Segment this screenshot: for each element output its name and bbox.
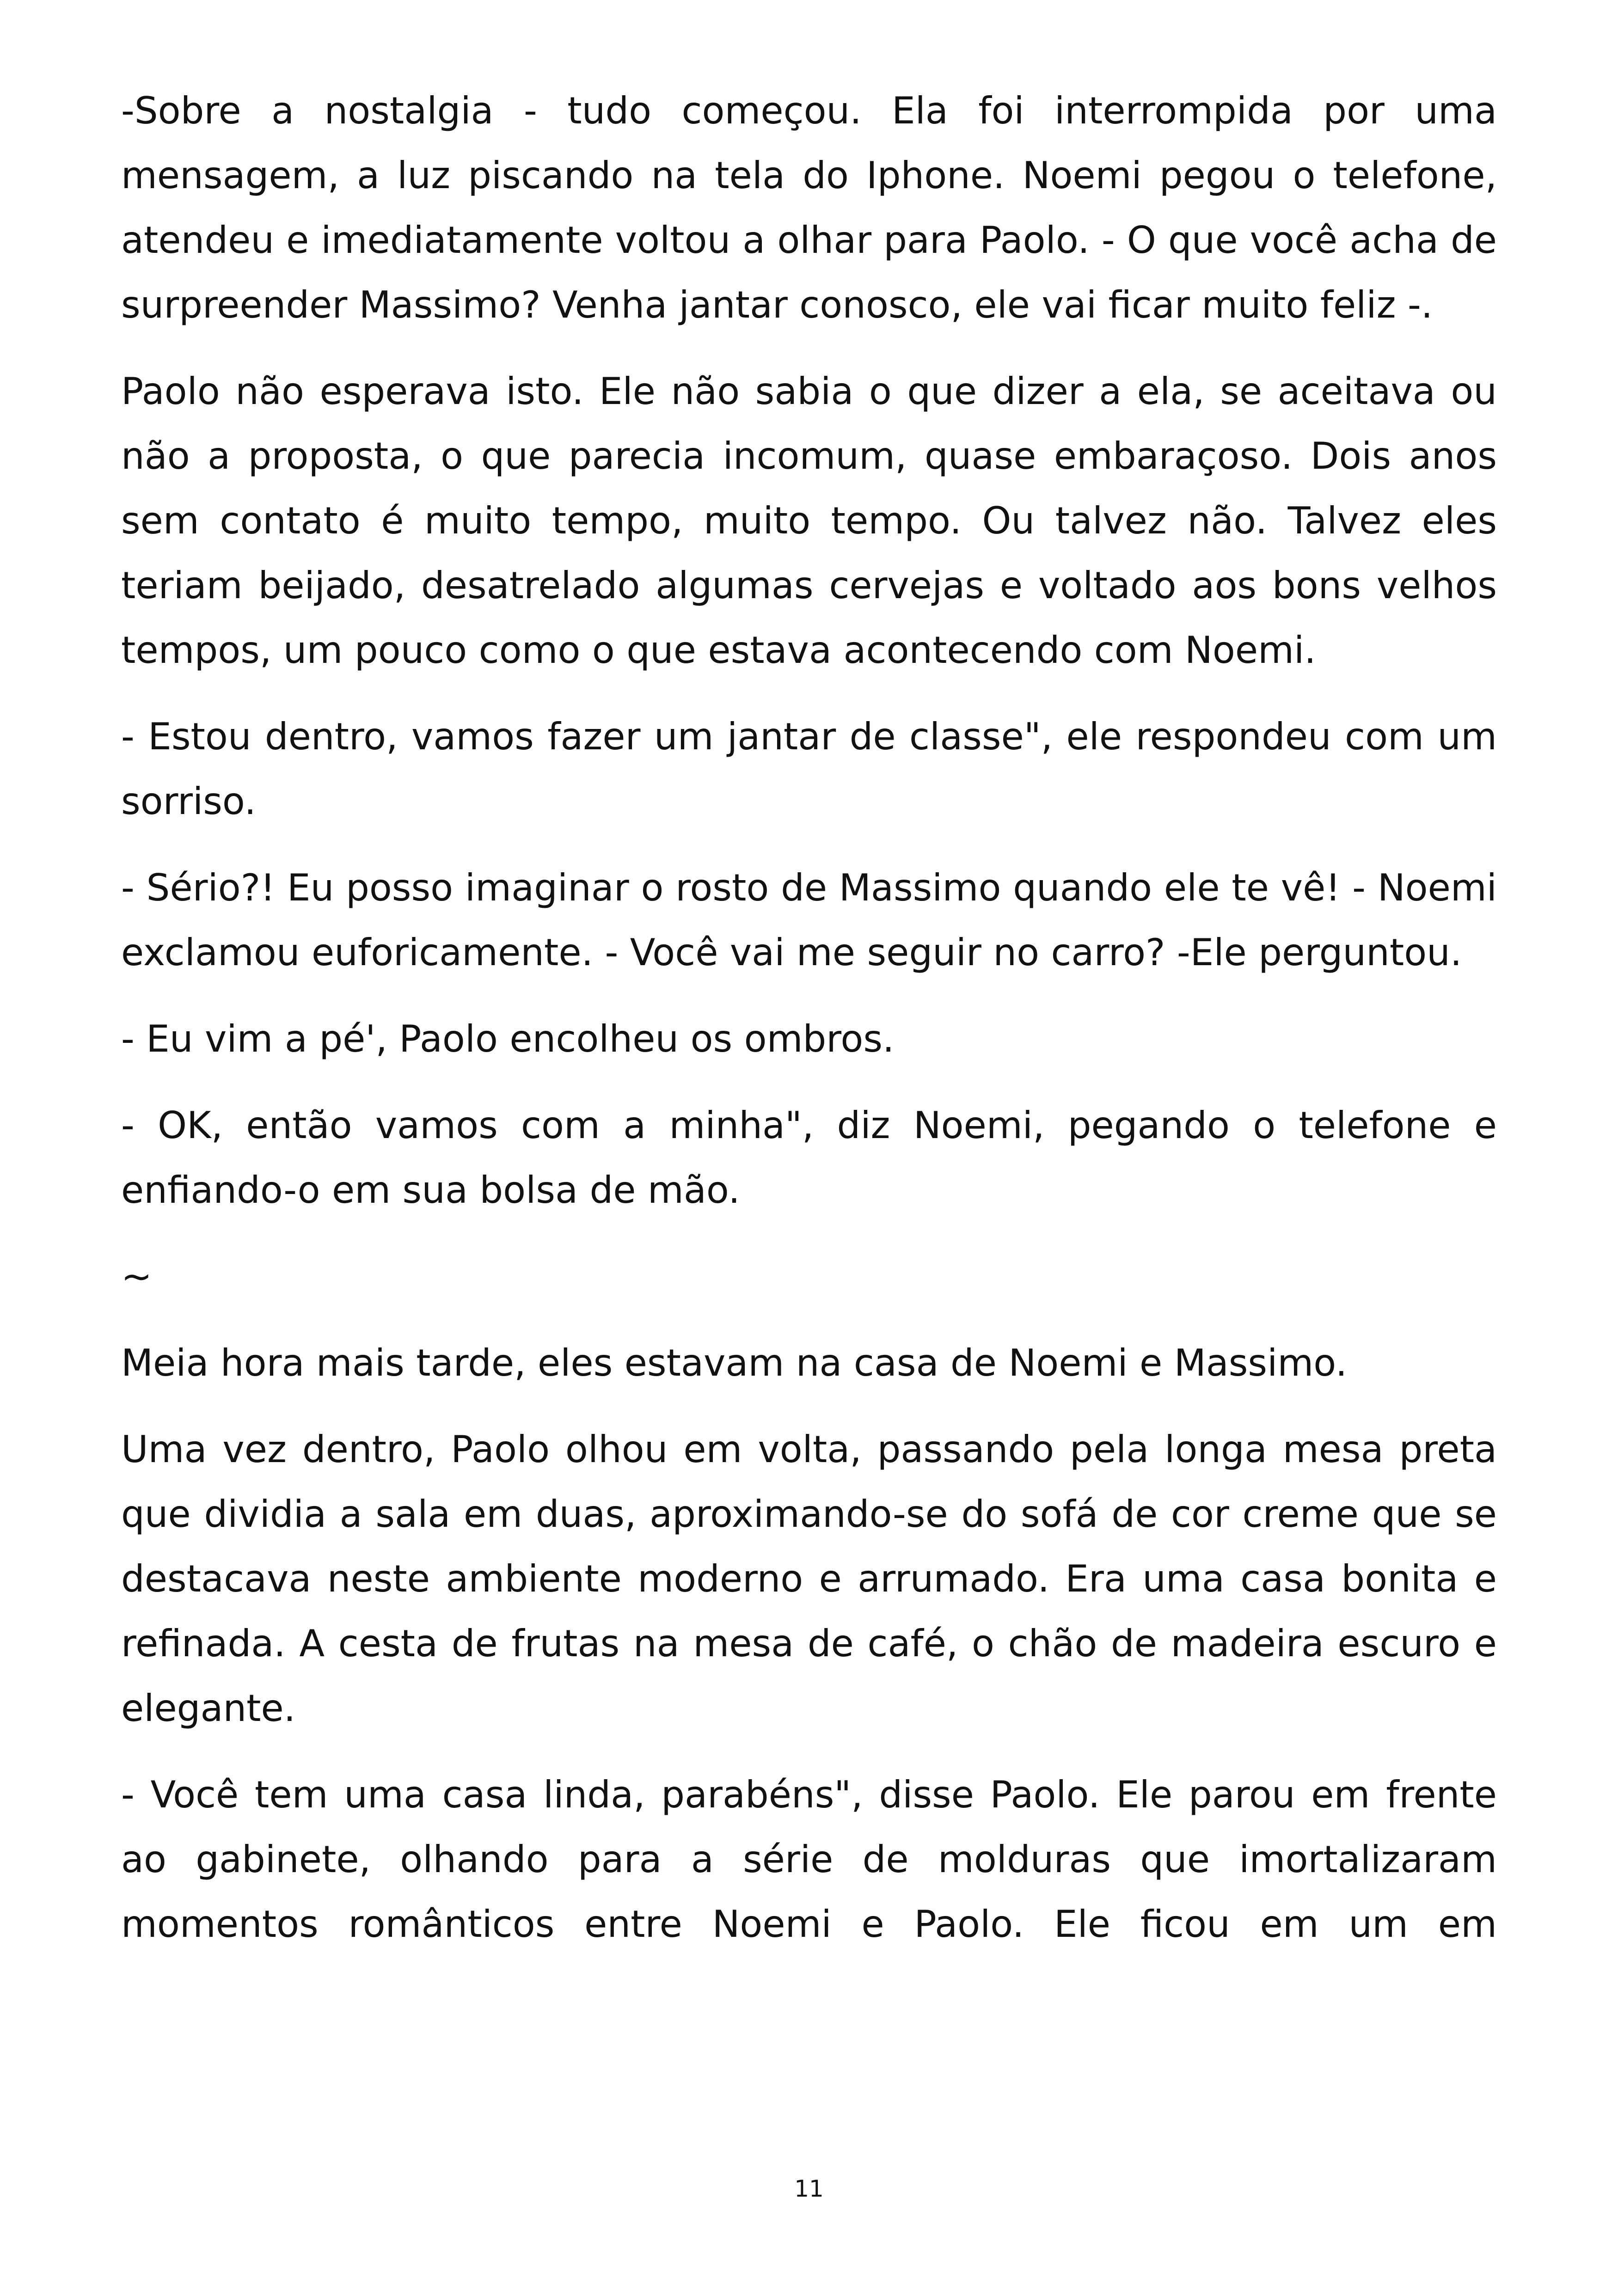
paragraph-3: - Estou dentro, vamos fazer um jantar de classe", ele respondeu com um sorriso. [121,715,1497,823]
scene-break-tilde: ~ [121,1255,153,1298]
paragraph-9: - Você tem uma casa linda, parabéns", disse Paolo. Ele parou em frente ao gabinete, olhando para a série de molduras que imortalizaram momentos românticos entre Noemi e Paolo. Ele ficou em um em [121,1773,1497,1946]
paragraph-4: - Sério?! Eu posso imaginar o rosto de Massimo quando ele te vê! - Noemi exclamou euforicamente. - Você vai me seguir no carro? -Ele perguntou. [121,866,1497,974]
paragraph-1: -Sobre a nostalgia - tudo começou. Ela foi interrompida por uma mensagem, a luz piscando na tela do Iphone. Noemi pegou o telefone, atendeu e imediatamente voltou a olhar para Paolo. - O que você acha de surpreender Massimo? Venha jantar conosco, ele vai ficar muito feliz -. [121,89,1497,326]
page-number: 11 [794,2175,824,2202]
document-page [121,79,1497,1978]
paragraph-2: Paolo não esperava isto. Ele não sabia o que dizer a ela, se aceitava ou não a proposta, o que parecia incomum, quase embaraçoso. Dois anos sem contato é muito tempo, muito tempo. Ou talvez não. Talvez eles teriam beijado, desatrelado algumas cervejas e voltado aos bons velhos tempos, um pouco como o que estava acontecendo com Noemi. [121,370,1497,672]
paragraph-8: Uma vez dentro, Paolo olhou em volta, passando pela longa mesa preta que dividia a sala em duas, aproximando-se do sofá de cor creme que se destacava neste ambiente moderno e arrumado. Era uma casa bonita e refinada. A cesta de frutas na mesa de café, o chão de madeira escuro e elegante. [121,1428,1497,1730]
paragraph-5: - Eu vim a pé', Paolo encolheu os ombros. [121,1017,895,1060]
paragraph-7: Meia hora mais tarde, eles estavam na casa de Noemi e Massimo. [121,1341,1348,1384]
paragraph-6: - OK, então vamos com a minha", diz Noemi, pegando o telefone e enfiando-o em sua bolsa de mão. [121,1104,1497,1212]
